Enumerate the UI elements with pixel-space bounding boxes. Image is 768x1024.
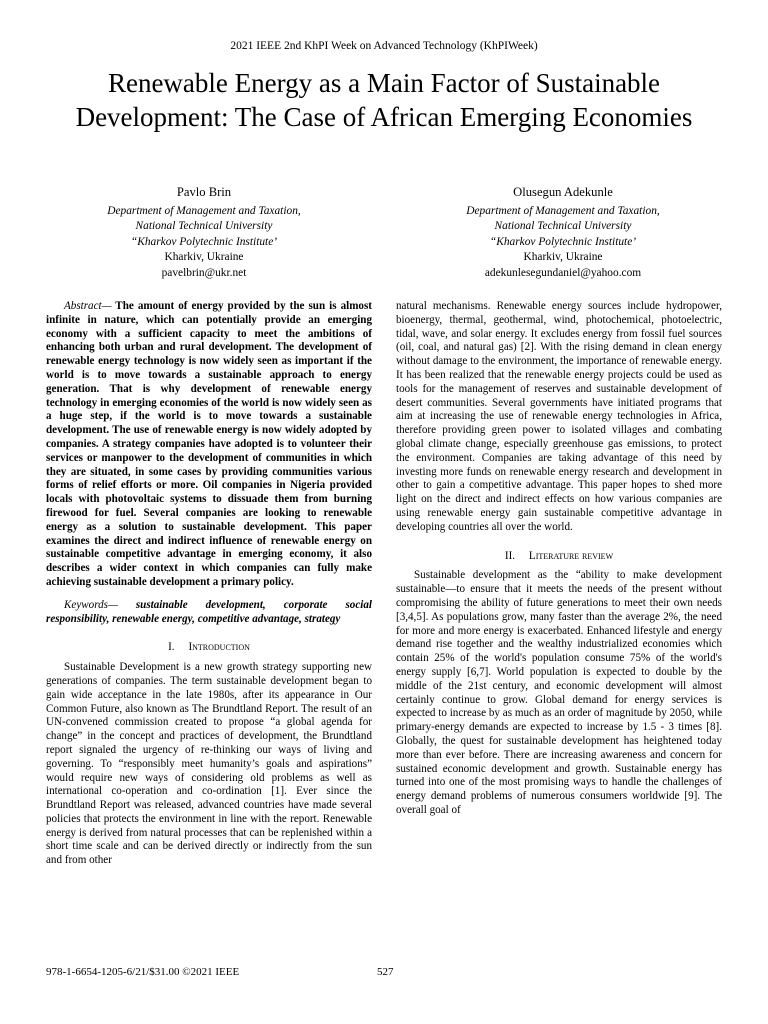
section-number: II. xyxy=(504,549,516,562)
author-university: National Technical University xyxy=(135,220,273,233)
section-title: Literature review xyxy=(528,549,614,562)
section-number: I. xyxy=(168,641,175,654)
author-email: adekunlesegundaniel@yahoo.com xyxy=(484,266,642,279)
author-department: Department of Management and Taxation, xyxy=(466,204,660,217)
conference-header: 2021 IEEE 2nd KhPI Week on Advanced Technology (KhPIWeek) xyxy=(230,40,538,52)
author-department: Department of Management and Taxation, xyxy=(107,204,301,217)
abstract xyxy=(46,300,372,590)
author-university: National Technical University xyxy=(494,220,632,233)
keywords xyxy=(46,599,372,627)
introduction-continued-paragraph: natural mechanisms. Renewable energy sources include hydropower, bioenergy, thermal, geothermal, wind, photochemical, photoelectric, tidal, wave, and solar energy. It excludes energy from fossil fuel sources (oil, coal, and natural gas) [2]. With the rising demand in clean energy without damage to the environment, the importance of renewable energy. It has been realized that the renewable energy projects could be used as tools for the management of reserves and sustainable development of desert communities. Several governments have initiated programs that aim at increasing the use of renewable energy technologies in Africa, therefore providing green power to isolated villages and combating global climate change, especially greenhouse gas emissions, to protect the environment. Companies are taking advantage of this need by investing more funds on renewable energy research and development in other to gain a competitive advantage. This paper hopes to shed more light on the direct and indirect effects on how various companies are using renewable energy gain sustainable competitive advantage in developing countries all over the world. xyxy=(396,300,722,533)
author-block-2 xyxy=(413,185,713,282)
page-number: 527 xyxy=(377,966,394,978)
section-heading-literature-review xyxy=(396,550,722,564)
author-city: Kharkiv, Ukraine xyxy=(523,251,603,264)
left-column xyxy=(46,300,372,868)
author-city: Kharkiv, Ukraine xyxy=(164,251,244,264)
author-email: pavelbrin@ukr.net xyxy=(161,266,247,279)
abstract-lead: Abstract— xyxy=(64,300,112,312)
introduction-paragraph: Sustainable Development is a new growth strategy supporting new generations of companies. The term sustainable development began to gain wide acceptance in the late 1980s, after its appearance in Our Common Future, also known as The Brundtland Report. The result of an UN-convened commission created to propose “a global agenda for change” in the concept and practices of development, the Brundtland report signaled the urgency of re-thinking our ways of living and governing. To “responsibly meet humanity’s goals and aspirations” would require new ways of considering old problems as well as international co-operation and co-ordination [1]. Ever since the Brundtland Report was released, advanced countries have made several policies that protects the environment in line with the report. Renewable energy is derived from natural processes that can be replenished within a short time scale and can be derived directly or indirectly from the sun and from other xyxy=(46,661,372,867)
author-block-1 xyxy=(54,185,354,282)
section-heading-introduction xyxy=(46,641,372,655)
abstract-text: The amount of energy provided by the sun is almost infinite in nature, which can potentially provide an emerging economy with a sufficient capacity to meet the ambitions of enhancing both urban and rural development. The development of renewable energy technology is now widely seen as important if the world is to move towards a sustainable approach to energy generation. That is why development of renewable energy technology in emerging economies of the world is now widely seen as a huge step, if the world is to move towards a sustainable development. The use of renewable energy is now widely adopted by companies. A strategy companies have adopted is to volunteer their services or manpower to the development of communities in which they are situated, in some cases by providing communities various forms of relief efforts or more. Oil companies in Nigeria provided locals with photovoltaic systems to dissuade them from burning firewood for fuel. Several companies are looking to renewable energy as a solution to sustainable development. This paper examines the direct and indirect influence of renewable energy on sustainable competitive advantage in emerging economy, it also describes a wider context in which companies can fully make achieving sustainable development a primary policy. xyxy=(46,300,372,588)
literature-review-paragraph: Sustainable development as the “ability to make development sustainable—to ensure that it meets the needs of the present without compromising the ability of future generations to meet their own needs [3,4,5]. As populations grow, many faster than the average 2%, the need for more and more energy is exacerbated. Enhanced lifestyle and energy demand rise together and the wealthy industrialized economies which contain 25% of the world's population consume 75% of the world's energy supply [6,7]. World population is expected to double by the middle of the 21st century, and economic development will almost certainly continue to grow. Global demand for energy services is expected to increase by as much as an order of magnitude by 2050, while primary-energy demands are expected to increase by 1.5 - 3 times [8]. Globally, the quest for sustainable development has heightened today more than ever before. There are increasing awareness and concern for sustained economic development and growth. Sustainable energy has turned into one of the most promising ways to handle the challenges of energy demand problems of numerous consumers worldwide [9]. The overall goal of xyxy=(396,569,722,816)
right-column xyxy=(396,300,722,818)
footer-copyright: 978-1-6654-1205-6/21/$31.00 ©2021 IEEE xyxy=(46,966,240,978)
author-name: Pavlo Brin xyxy=(176,185,232,199)
paper-title: Renewable Energy as a Main Factor of Sustainable Development: The Case of African Emerging Economies xyxy=(75,68,693,132)
keywords-lead: Keywords— xyxy=(64,598,118,611)
section-title: Introduction xyxy=(188,641,250,654)
author-institute: “Kharkov Polytechnic Institute’ xyxy=(489,235,637,248)
author-institute: “Kharkov Polytechnic Institute’ xyxy=(130,235,278,248)
keywords-text: sustainable development, corporate social responsibility, renewable energy, competitive advantage, strategy xyxy=(46,598,372,625)
author-name: Olusegun Adekunle xyxy=(513,185,613,199)
